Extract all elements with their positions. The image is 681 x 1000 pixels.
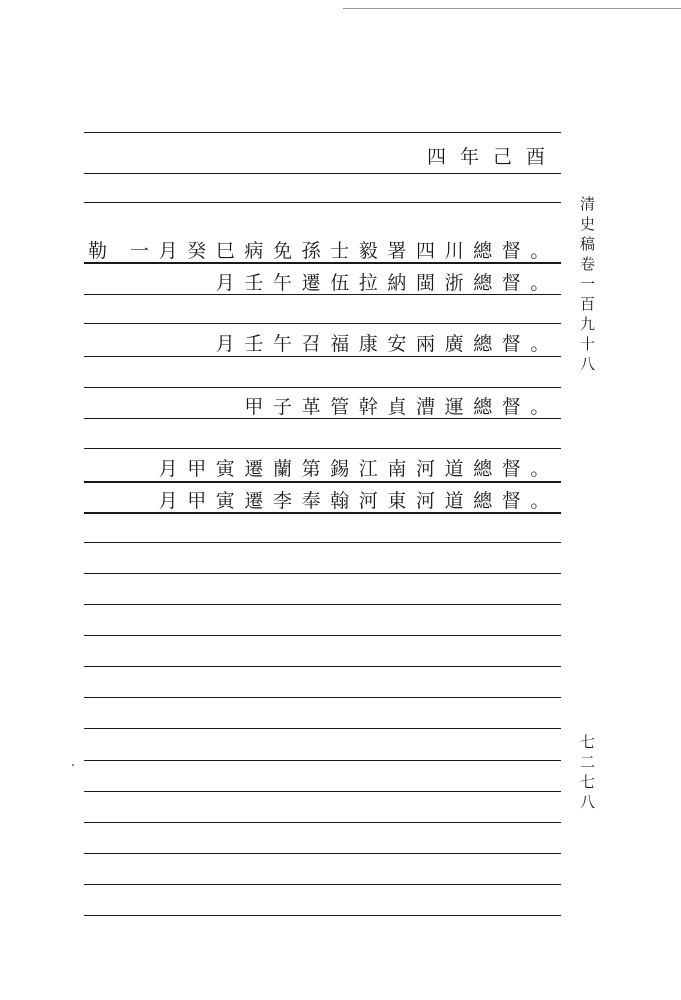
table-rule xyxy=(84,448,561,449)
table-rule xyxy=(84,791,561,792)
row-text: 月甲寅遷蘭第錫江南河道總督。 xyxy=(158,458,559,480)
table-rule xyxy=(84,356,561,357)
running-title: 清史稿卷一百九十八 xyxy=(578,196,596,376)
table-rule xyxy=(84,418,561,419)
row-text: 月壬午遷伍拉納閩浙總督。 xyxy=(215,272,559,294)
table-rule xyxy=(84,542,561,543)
table-rule xyxy=(84,202,561,203)
table-rule xyxy=(84,884,561,885)
table-rule xyxy=(84,760,561,761)
table-rule xyxy=(84,512,561,514)
row-text: 甲子革管幹貞漕運總督。 xyxy=(244,396,559,418)
ink-speck xyxy=(72,764,74,766)
table-rule xyxy=(84,573,561,574)
table-rule xyxy=(84,173,561,174)
table-rule xyxy=(84,666,561,667)
page-number: 七二七八 xyxy=(578,734,596,814)
table-rule xyxy=(84,262,561,264)
table-rule xyxy=(84,635,561,636)
margin-note: 勒 xyxy=(88,240,108,262)
table-rule xyxy=(84,853,561,854)
table-rule xyxy=(84,294,561,295)
page-top-line xyxy=(343,8,681,9)
year-label: 四年己酉 xyxy=(426,146,559,168)
table-rule xyxy=(84,822,561,823)
table-rule xyxy=(84,387,561,388)
row-text: 月甲寅遷李奉翰河東河道總督。 xyxy=(158,490,559,512)
table-rule xyxy=(84,697,561,698)
row-text: 月壬午召福康安兩廣總督。 xyxy=(215,333,559,355)
table-rule xyxy=(84,728,561,729)
table-rule xyxy=(84,481,561,483)
row-text: 一月癸巳病免孫士毅署四川總督。 xyxy=(129,240,559,262)
table-rule xyxy=(84,604,561,605)
table-rule xyxy=(84,915,561,916)
table-rule xyxy=(84,323,561,324)
table-rule xyxy=(84,132,561,133)
